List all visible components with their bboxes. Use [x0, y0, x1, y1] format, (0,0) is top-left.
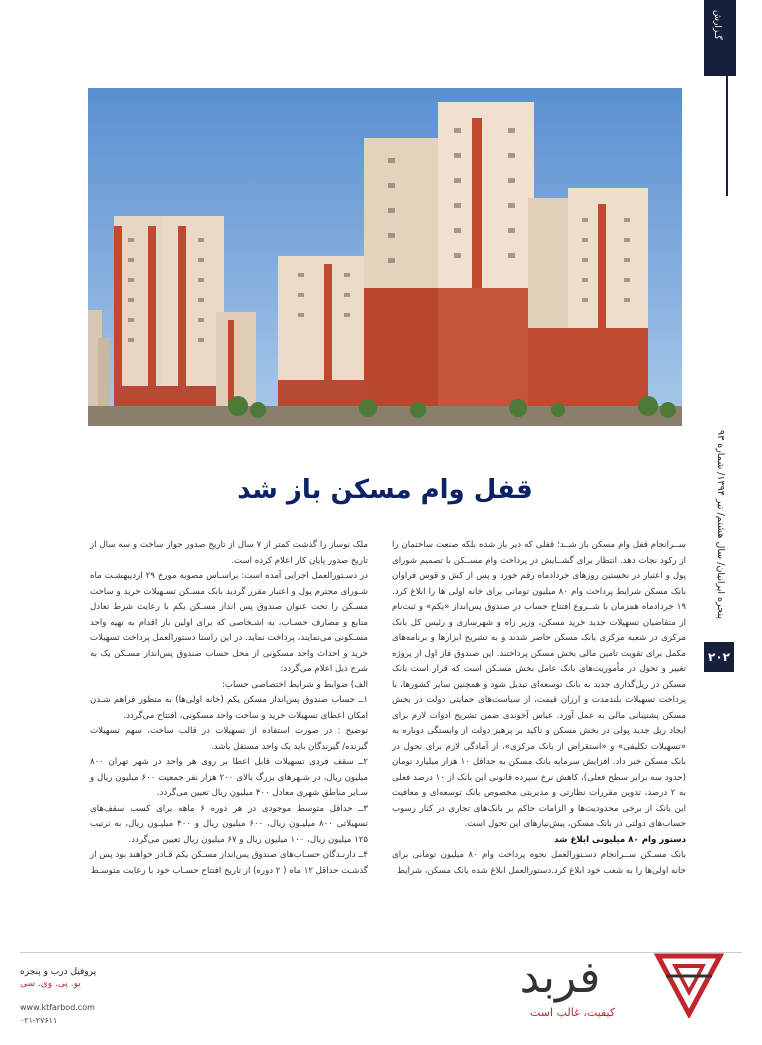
product-line-1: پروفیل درب و پنجره [20, 967, 97, 977]
paragraph: ۱ــ حساب صندوق پس‌انداز مسکن یکم (خانه اولی‌ها) به منظور فراهم شـدن امکان اعطای تسهیلات خرید و ساخت واحد مسکونی، افتتاح می‌گردد. [90, 695, 368, 721]
section-tab-label: گـزارش [712, 10, 722, 40]
subheading: دستور وام ۸۰ میلیونی ابلاغ شد [554, 834, 686, 845]
product-lines [20, 966, 160, 990]
article-title: قفل وام مسکن باز شد [237, 475, 533, 505]
tab-divider [726, 76, 728, 196]
brand-logo-icon [652, 952, 726, 1018]
section-tab [704, 0, 736, 76]
page-number: ۲۰۲ [704, 642, 734, 672]
brand-name: فربد [519, 952, 601, 1003]
brand-advert [430, 948, 730, 1028]
paragraph: ۲ــ سقف فردی تسهیلات قابل اعطا بر روی هر واحد در شهر تهران ۸۰۰ میلیون ریال، در شـهرهای بزرگ بالای ۲۰۰ هزار نفر جمعیت ۶۰۰ میلیون ریال و سـایر مناطق شهری معادل ۴۰۰ میلیون ریال تعیین می‌گردد. [90, 757, 369, 798]
side-caption: پنجره ایرانیان/ سال هشتم/ تیر ۱۳۹۴/ شماره ۹۳ [715, 430, 726, 619]
paragraph: توضیح : در صورت استفاده از تسهیلات در قالب ساخت، سهم تسهیلات گیرنده/ گیرندگان باید یک واحد مستقل باشد. [90, 726, 368, 752]
phone-number: ۰۲۱-۲۷۶۱۱ [20, 1016, 58, 1025]
article-column-right [392, 538, 686, 879]
brand-slogan: کیفیت، غالب است [530, 1006, 616, 1019]
paragraph: ســرانجام قفل وام مسکن باز شــد؛ قفلی که دیر باز شده بلکه صنعت ساختمان را از رکود نجات دهد. انتظار برای گشــایش در پرداخت وام مســکن با تصمیم شورای پول و اعتبار در نخستین روزهای خردادماه رقم خورد و پس از کش و قوس فراوان بانک مسکن شرایط پرداخت وام ۸۰ میلیون تومانی برای خانه اولی ها را ابلاغ کرد. ۱۹ خردادماه همزمان با شــروع افتتاح حساب در صندوق پس‌انداز «یکم» و ثبت‌نام از متقاضیان تسهیلات جدید خرید مسکن، وزیر راه و شهرسازی و رئیس کل بانک مرکزی در شعبه مرکزی بانک مسکن حاضر شدند و به تشریح ابزارها و برنامه‌های مکمل برای تقویت تامین مالی بخش مسکن پرداختند. این صندوق فاز اول از پروژه تغییر و تحول در مأموریت‌های بانک عامل بخش مسـکن است که قرار است بانک مسکن در ریل‌گذاری جدید به بانک توسعه‌ای تبدیل شود و همچنین سایر کشورها، با پرداخت تسهیلات بلندمدت و ارزان قیمت، از سیاست‌های حمایتی دولت در بخش مسکن پشتیبانی مالی به عمل آورد. عباس آخوندی ضمن تشریح ادوات لازم برای ایجاد ریل جدید پولی در بخش مسکن و تاکید بر پرهیز دولت از وابستگی دوباره به «تسهیلات تکلیفی» و «استقراض از بانک مرکزی»، از آمادگی لازم برای تحول در بانک مسکن خبر داد. افزایش سرمایه بانک مسکن به حداقل ۱۰ هزار میلیارد تومان (حدود سه برابر سطح فعلی)، کاهش نرخ سپرده قانونی این بانک از ۱۰ درصد فعلی به ۲ درصد، تدوین مقررات نظارتی و مدیریتی مخصوص بانک توسعه‌ای و معافیت این بانک از برخی محدودیت‌ها و الزامات حاکم بر بانک‌های تجاری در کنار رسوب حساب‌های دولتی در بانک مسکن، پیش‌نیازهای این تحول است. [392, 540, 687, 829]
paragraph: ملک نوساز را گذشت کمتر از ۷ سال از تاریخ صدور جواز ساخت و سه سال از تاریخ صدور پایان کار اعلام کرده است. [90, 540, 369, 566]
product-line-2: یو. پی. وی. سی [20, 979, 81, 989]
paragraph: در دسـتورالعمل اجرایی آمده است: براسـاس مصوبه مورخ ۲۹ اردیبهشـت ماه شـورای محترم پول و اعتبار مقرر گردید بانک مسـکن تسـهیلات خرید و ساخت مسـکن را تحت عنوان صندوق پس انداز مسـکن یکم با رعایت شرط تعادل منابع و مصارف حسـاب، به اشـخاصی که برای اولین بار اقدام به تهیه واحد مسـکونی می‌نمایند، پرداخت نماید. در این راستا دستورالعمل پرداخت تسهیلات خرید و احداث واحد مسکونی از محل حساب صندوق پس‌انداز مسـکن یک به شرح ذیل اعلام می‌گردد: [90, 571, 368, 674]
website-link[interactable]: www.ktfarbod.com [20, 1003, 95, 1012]
paragraph: ۳ــ حداقل متوسط موجودی در هر دوره ۶ ماهه برای کسب سقف‌های تسهیلاتی ۸۰۰ میلیـون ریال، ۶۰۰ میلیون ریال و ۴۰۰ میلیـون ریال، به ترتیب ۱۲۵ میلیون ریال، ۱۰۰ میلیون ریال و ۶۷ میلیون ریال تعیین می‌گردد. [90, 803, 368, 845]
paragraph: ۴ــ دارنـدگان حسـاب‌های صندوق پس‌انداز مسـکن یکم قـادر خواهند بود پس از گذشـت حداقل ۱۲ ماه ( ۲ دوره) از تاریخ افتتاح حسـاب خود با رعایت متوسـط [90, 850, 368, 876]
article-column-left [90, 538, 368, 879]
paragraph: بانک مسـکن ســرانجام دسـتورالعمل نحوه پرداخت وام ۸۰ میلیون تومانی برای خانه اولی‌ها را به شعب خود ابلاغ کرد.دستورالعمل ابلاغ شده بانک مسکن، شرایط [392, 850, 687, 876]
apartment-buildings-illustration [88, 88, 682, 426]
paragraph: الف) ضوابط و شرایط اختصاصی حساب: [221, 679, 368, 690]
article-photo [88, 88, 682, 426]
